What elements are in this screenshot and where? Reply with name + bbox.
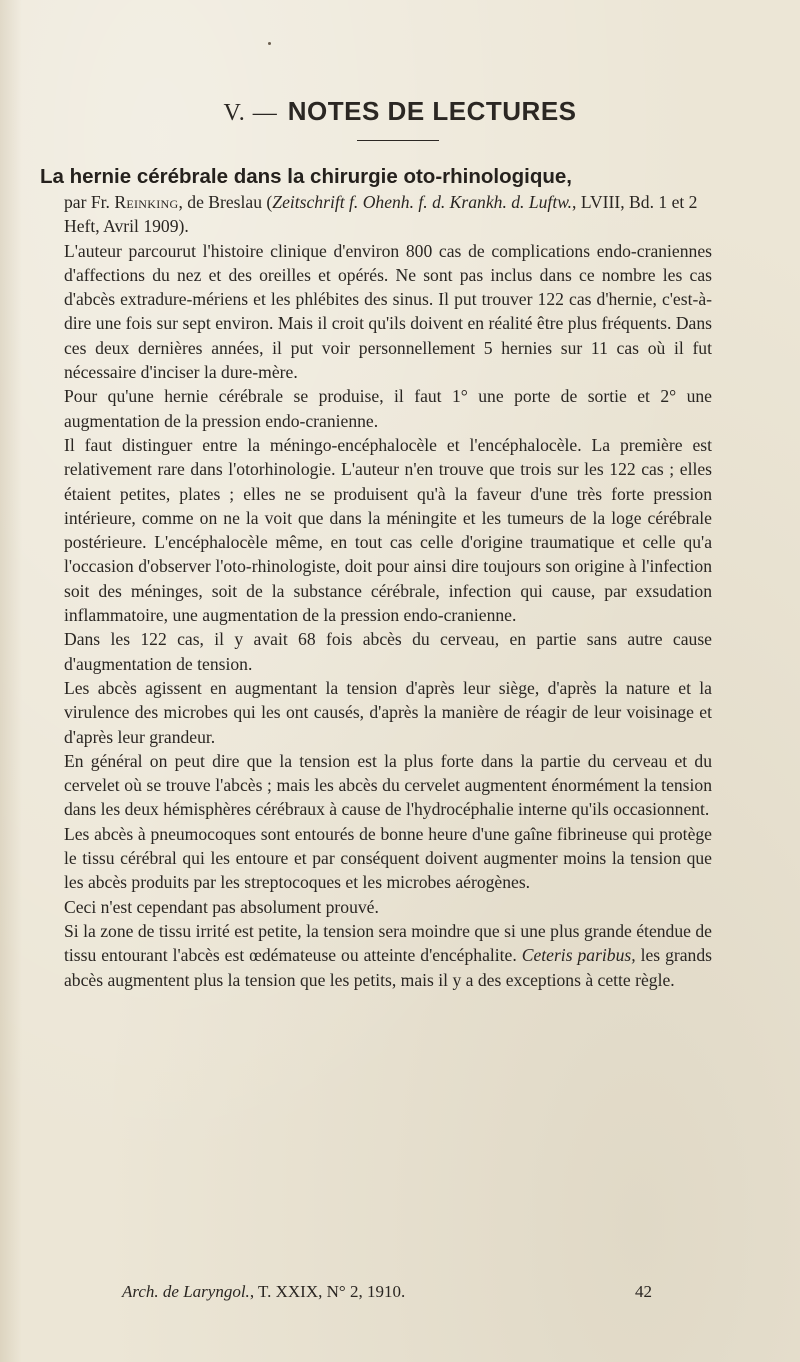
paragraph: Pour qu'une hernie cérébrale se produise, il faut 1° une porte de sortie et 2° une augmentation de la pression endo-cranienne. — [64, 386, 712, 431]
paragraph-part: Si la zone de tissu irrité est petite, la tension sera moindre que si une plus grande étendue de tissu entourant l'abcès est œdémateuse ou atteinte d'encéphalite. — [64, 920, 712, 966]
paragraph: Il faut distinguer entre la méningo-encéphalocèle et l'encéphalocèle. La première est relativement rare dans l'otorhinologie. L'auteur n'en trouve que trois sur les 122 cas ; elles étaient petites, plates ; elles ne se produisent qu'à la faveur d'une très forte pression intérieure, comme on ne la voit que dans la méningite et les tumeurs de la loge cérébrale postérieure. L'encéphalocèle même, en tout cas celle d'origine traumatique et celle qu'a l'occasion d'observer l'oto-rhinologiste, doit pour ainsi dire toujours son origine à l'infection soit des méninges, soit de la substance cérébrale, infection qui cause, par exsudation inflammatoire, une augmentation de la pression endo-cranienne. — [64, 434, 712, 626]
footer-volume: , T. XXIX, N° 2, 1910. — [249, 1282, 406, 1301]
author-name: Reinking — [114, 192, 179, 212]
page-fold-shadow — [0, 0, 22, 1362]
paragraph: Les abcès à pneumocoques sont entourés de bonne heure d'une gaîne fibrineuse qui protège le tissu cérébral qui les entoure et par conséquent doivent augmenter moins la tension que les abcès produits par les streptocoques et les microbes aérogènes. — [64, 823, 712, 893]
paragraph: En général on peut dire que la tension est la plus forte dans la partie du cerveau et du cervelet où se trouve l'abcès ; mais les abcès du cervelet augmentent énormément la tension dans les deux hémisphères cérébraux à cause de l'hydrocéphalie interne qu'ils occasionnent. — [64, 750, 712, 820]
paragraph: L'auteur parcourut l'histoire clinique d'environ 800 cas de complications endo-craniennes d'affections du nez et des oreilles et opérés. Ne sont pas inclus dans ce nombre les cas d'abcès extradure-mériens et les phlébites des sinus. Il put trouver 122 cas d'hernie, c'est-à-dire une fois sur sept environ. Mais il croit qu'ils doivent en réalité être plus fréquents. Dans ces deux dernières années, il put voir personnellement 5 hernies sur 11 cas où il fut nécessaire d'inciser la dure-mère. — [64, 240, 712, 383]
footer-journal: Arch. de Laryngol. — [122, 1282, 250, 1301]
byline-mid: , de Breslau ( — [178, 192, 273, 212]
paragraph: Les abcès agissent en augmentant la tension d'après leur siège, d'après la nature et la virulence des microbes qui les ont causés, d'après la manière de réagir de leur voisinage et d'après leur grandeur. — [64, 677, 712, 747]
paragraph: Dans les 122 cas, il y avait 68 fois abcès du cerveau, en partie sans autre cause d'augmentation de tension. — [64, 629, 712, 674]
section-heading — [0, 96, 800, 127]
journal-name: Zeitschrift f. Ohenh. f. d. Krankh. d. Luftw. — [272, 192, 573, 212]
paragraph-part: les grands abcès augmentent plus la tension que les petits, mais il y a des exceptions à cette règle. — [64, 945, 712, 990]
heading-rule — [357, 140, 439, 141]
ink-speck — [268, 42, 271, 45]
byline-prefix: par Fr. — [64, 192, 115, 212]
byline-end: , LVIII, Bd. 1 et 2 Heft, Avril 1909). — [64, 192, 698, 237]
page-footer — [122, 1282, 652, 1302]
article-body — [40, 164, 712, 992]
section-number: V. — — [223, 100, 278, 126]
paragraph: Ceci n'est cependant pas absolument prouvé. — [64, 896, 379, 917]
page-number: 42 — [635, 1282, 652, 1301]
article-title: La hernie cérébrale dans la chirurgie oto-rhinologique, — [40, 165, 572, 188]
paragraph — [64, 919, 712, 992]
latin-phrase: Ceteris paribus, — [521, 945, 636, 966]
section-title: NOTES DE LECTURES — [287, 96, 577, 126]
article-byline — [64, 190, 712, 239]
